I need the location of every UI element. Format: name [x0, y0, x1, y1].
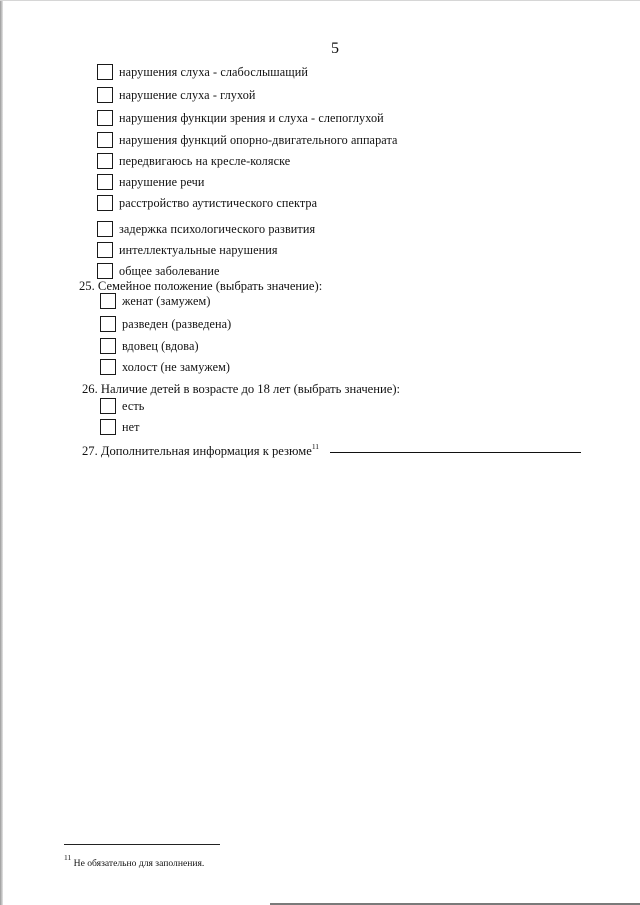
checkbox[interactable]	[97, 132, 113, 148]
option-label: нарушение слуха - глухой	[119, 88, 256, 102]
checkbox[interactable]	[97, 64, 113, 80]
checkbox[interactable]	[100, 419, 116, 435]
option-label: нарушения функций опорно-двигательного аппарата	[119, 133, 398, 147]
option-label: нет	[122, 420, 140, 434]
option-label: нарушения функции зрения и слуха - слепоглухой	[119, 111, 384, 125]
page-number: 5	[331, 40, 339, 57]
footnote-divider	[64, 844, 220, 845]
checkbox[interactable]	[97, 263, 113, 279]
checkbox[interactable]	[100, 338, 116, 354]
checkbox[interactable]	[97, 153, 113, 169]
option-label: расстройство аутистического спектра	[119, 196, 318, 210]
checkbox[interactable]	[97, 221, 113, 237]
scan-edge-top	[0, 0, 640, 1]
option-label: общее заболевание	[119, 264, 220, 278]
question-25-title: 25. Семейное положение (выбрать значение):	[79, 279, 323, 293]
checkbox[interactable]	[97, 195, 113, 211]
option-label: нарушения слуха - слабослышащий	[119, 65, 309, 79]
checkbox[interactable]	[97, 110, 113, 126]
checkbox[interactable]	[100, 293, 116, 309]
option-label: есть	[122, 399, 145, 413]
question-27-title	[82, 442, 319, 459]
option-label: холост (не замужем)	[122, 360, 231, 374]
checkbox[interactable]	[100, 359, 116, 375]
option-label: интеллектуальные нарушения	[119, 243, 278, 257]
option-label: женат (замужем)	[122, 294, 211, 308]
question-26-title: 26. Наличие детей в возрасте до 18 лет (выбрать значение):	[82, 382, 401, 396]
checkbox[interactable]	[97, 174, 113, 190]
option-label: задержка психологического развития	[119, 222, 316, 236]
footnote-ref: 11	[311, 442, 320, 451]
option-label: нарушение речи	[119, 175, 205, 189]
footnote-number: 11	[64, 853, 72, 862]
additional-info-field[interactable]	[330, 439, 581, 453]
checkbox[interactable]	[97, 242, 113, 258]
checkbox[interactable]	[97, 87, 113, 103]
footnote-text: Не обязательно для заполнения.	[73, 858, 205, 869]
footnote	[64, 853, 204, 869]
checkbox[interactable]	[100, 316, 116, 332]
scan-edge-left	[0, 0, 3, 905]
option-label: передвигаюсь на кресле-коляске	[119, 154, 291, 168]
question-27-text: 27. Дополнительная информация к резюме	[82, 444, 312, 458]
option-label: разведен (разведена)	[122, 317, 232, 331]
checkbox[interactable]	[100, 398, 116, 414]
option-label: вдовец (вдова)	[122, 339, 199, 353]
